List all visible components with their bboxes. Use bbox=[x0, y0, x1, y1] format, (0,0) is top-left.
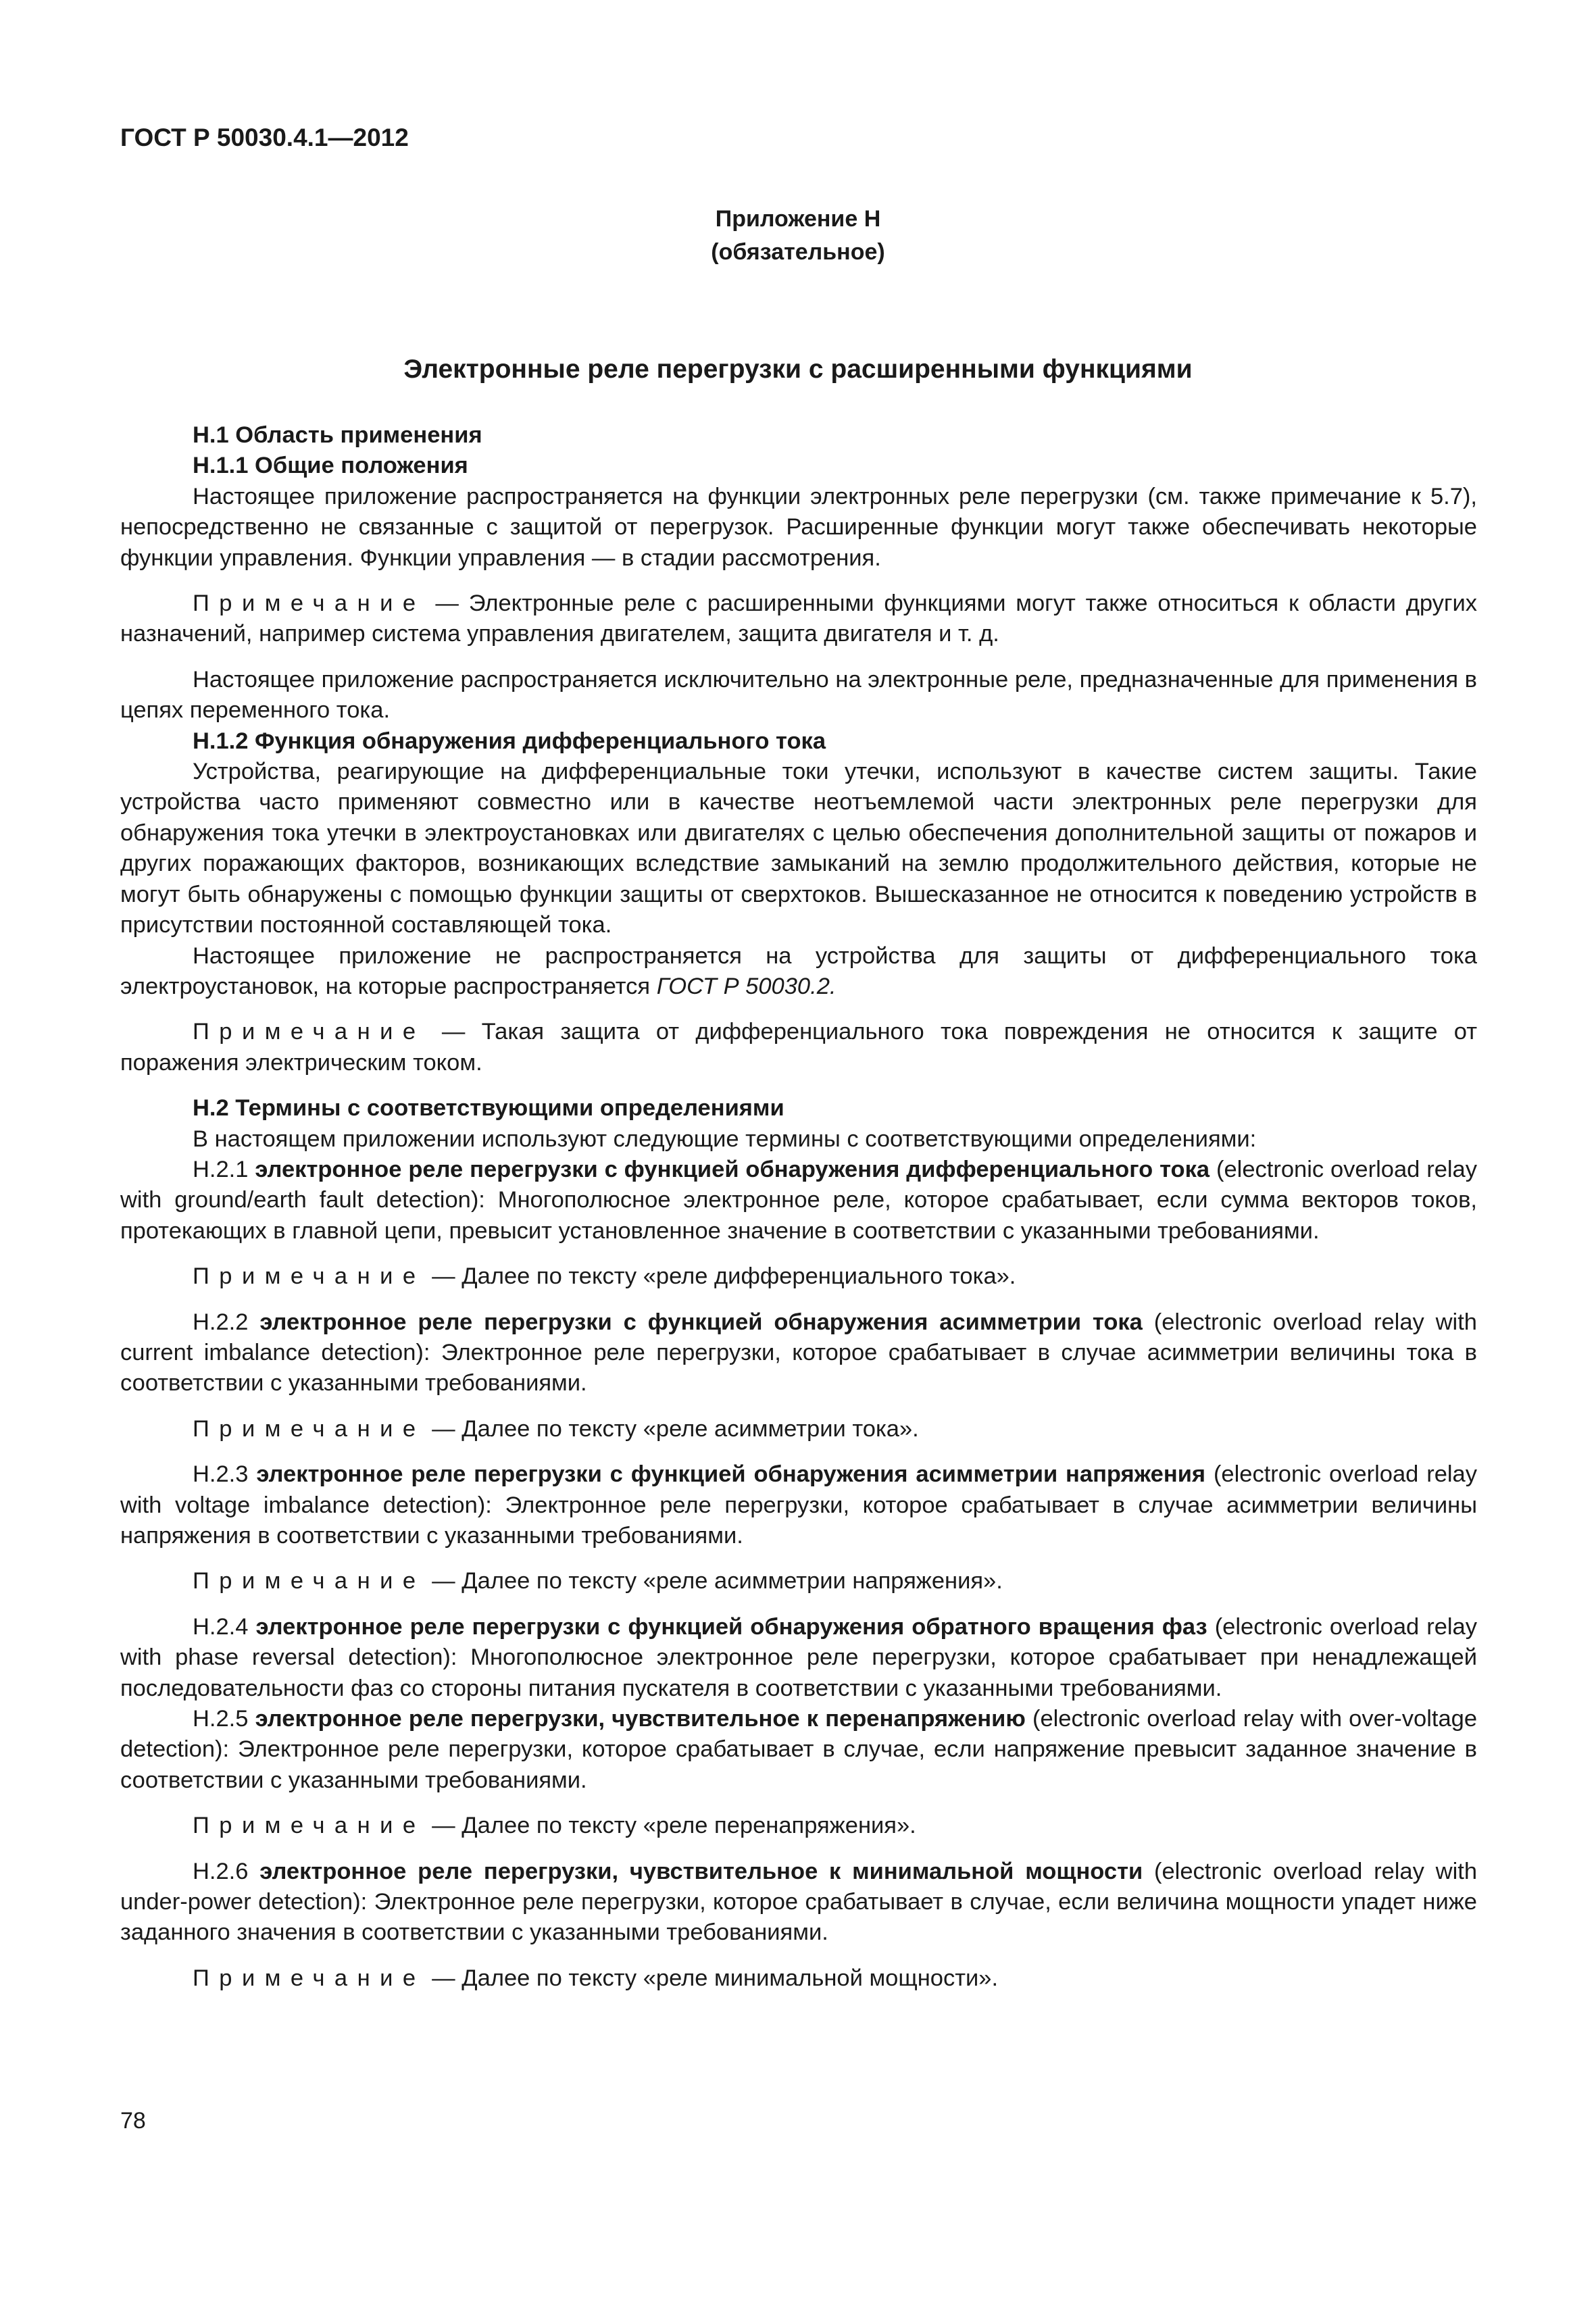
paragraph: В настоящем приложении используют следующие термины с соответствующими определениями: bbox=[193, 1126, 1257, 1152]
section-heading: Н.1 Область применения bbox=[193, 422, 482, 448]
term: электронное реле перегрузки с функцией обнаружения асимметрии напряжения bbox=[256, 1461, 1206, 1488]
section-heading: Н.2 Термины с соответствующими определениями bbox=[193, 1095, 784, 1122]
note-label: Примечание bbox=[193, 1019, 426, 1045]
note-label: Примечание bbox=[193, 1965, 426, 1991]
term-definition: Н.2.2 электронное реле перегрузки с функцией обнаружения асимметрии тока (electronic overload relay with current imbalance detection): Электронное реле перегрузки, которое срабатывает в случае асимметрии величины тока в соответствии с указанными требованиями. bbox=[120, 1309, 1477, 1397]
document-body bbox=[120, 420, 1477, 1994]
term: электронное реле перегрузки с функцией обнаружения дифференциального тока bbox=[255, 1156, 1210, 1182]
standard-reference: ГОСТ Р 50030.2. bbox=[656, 973, 837, 999]
term-definition: Н.2.4 электронное реле перегрузки с функцией обнаружения обратного вращения фаз (electronic overload relay with phase reversal detection): Многополюсное электронное реле перегрузки, которое срабатывает при ненадлежащей последовательности фаз со стороны питания пускателя в соответствии с указанными требованиями. bbox=[120, 1613, 1477, 1701]
term: электронное реле перегрузки, чувствительное к минимальной мощности bbox=[259, 1858, 1143, 1884]
term-definition: Н.2.6 электронное реле перегрузки, чувствительное к минимальной мощности (electronic overload relay with under-power detection): Электронное реле перегрузки, которое срабатывает в случае, если величина мощности упадет ниже заданного значения в соответствии с указанными требованиями. bbox=[120, 1858, 1478, 1946]
annex-heading: Электронные реле перегрузки с расширенными функциями bbox=[403, 355, 1193, 384]
term-definition: Н.2.3 электронное реле перегрузки с функцией обнаружения асимметрии напряжения (electronic overload relay with voltage imbalance detection): Электронное реле перегрузки, которое срабатывает в случае асимметрии величины напряжения в соответствии с указанными требованиями. bbox=[120, 1461, 1477, 1549]
term-definition: Н.2.1 электронное реле перегрузки с функцией обнаружения дифференциального тока (electronic overload relay with ground/earth fault detection): Многополюсное электронное реле, которое срабатывает, если сумма векторов токов, протекающих в главной цепи, превысит установленное значение в соответствии с указанными требованиями. bbox=[120, 1156, 1477, 1244]
note: Примечание — Далее по тексту «реле асимметрии тока». bbox=[193, 1415, 919, 1442]
term: электронное реле перегрузки, чувствительное к перенапряжению bbox=[255, 1706, 1026, 1732]
term-definition: Н.2.5 электронное реле перегрузки, чувствительное к перенапряжению (electronic overload relay with over-voltage detection): Электронное реле перегрузки, которое срабатывает в случае, если напряжение превысит заданное значение в соответствии с указанными требованиями. bbox=[120, 1706, 1478, 1793]
subsection-heading: Н.1.2 Функция обнаружения дифференциального тока bbox=[193, 728, 826, 754]
note-label: Примечание bbox=[193, 590, 426, 617]
annex-status: (обязательное) bbox=[711, 239, 885, 265]
page-number: 78 bbox=[120, 2108, 146, 2134]
note: Примечание — Далее по тексту «реле минимальной мощности». bbox=[193, 1965, 999, 1991]
note: Примечание — Далее по тексту «реле перенапряжения». bbox=[193, 1813, 916, 1839]
subsection-heading: Н.1.1 Общие положения bbox=[193, 453, 468, 479]
paragraph: Настоящее приложение распространяется исключительно на электронные реле, предназначенные для применения в цепях переменного тока. bbox=[120, 666, 1477, 724]
note: Примечание — Электронные реле с расширенными функциями могут также относиться к области других назначений, например система управления двигателем, защита двигателя и т. д. bbox=[120, 590, 1477, 647]
document-code: ГОСТ Р 50030.4.1—2012 bbox=[120, 124, 409, 151]
annex-title: Приложение Н bbox=[715, 206, 881, 232]
note-label: Примечание bbox=[193, 1813, 426, 1839]
paragraph: Настоящее приложение не распространяется на устройства для защиты от дифференциального тока электроустановок, на которые распространяется ГОСТ Р 50030.2. bbox=[120, 942, 1477, 999]
note-label: Примечание bbox=[193, 1568, 426, 1594]
paragraph: Настоящее приложение распространяется на функции электронных реле перегрузки (см. также примечание к 5.7), непосредственно не связанные с защитой от перегрузок. Расширенные функции могут также обеспечивать некоторые функции управления. Функции управления — в стадии рассмотрения. bbox=[120, 483, 1477, 571]
paragraph: Устройства, реагирующие на дифференциальные токи утечки, используют в качестве систем защиты. Такие устройства часто применяют совместно или в качестве неотъемлемой части электронных реле перегрузки для обнаружения тока утечки в электроустановках или двигателях с целью обеспечения дополнительной защиты от пожаров и других поражающих факторов, возникающих вследствие замыканий на землю продолжительного действия, которые не могут быть обнаружены с помощью функции защиты от сверхтоков. Вышесказанное не относится к поведению устройств в присутствии постоянной составляющей тока. bbox=[120, 759, 1477, 938]
note-label: Примечание bbox=[193, 1415, 426, 1442]
term: электронное реле перегрузки с функцией обнаружения обратного вращения фаз bbox=[255, 1613, 1207, 1640]
note: Примечание — Далее по тексту «реле дифференциального тока». bbox=[193, 1263, 1016, 1290]
note-label: Примечание bbox=[193, 1263, 426, 1290]
note: Примечание — Далее по тексту «реле асимметрии напряжения». bbox=[193, 1568, 1003, 1594]
term: электронное реле перегрузки с функцией обнаружения асимметрии тока bbox=[259, 1309, 1143, 1335]
note: Примечание — Такая защита от дифференциального тока повреждения не относится к защите от поражения электрическим током. bbox=[120, 1019, 1477, 1076]
